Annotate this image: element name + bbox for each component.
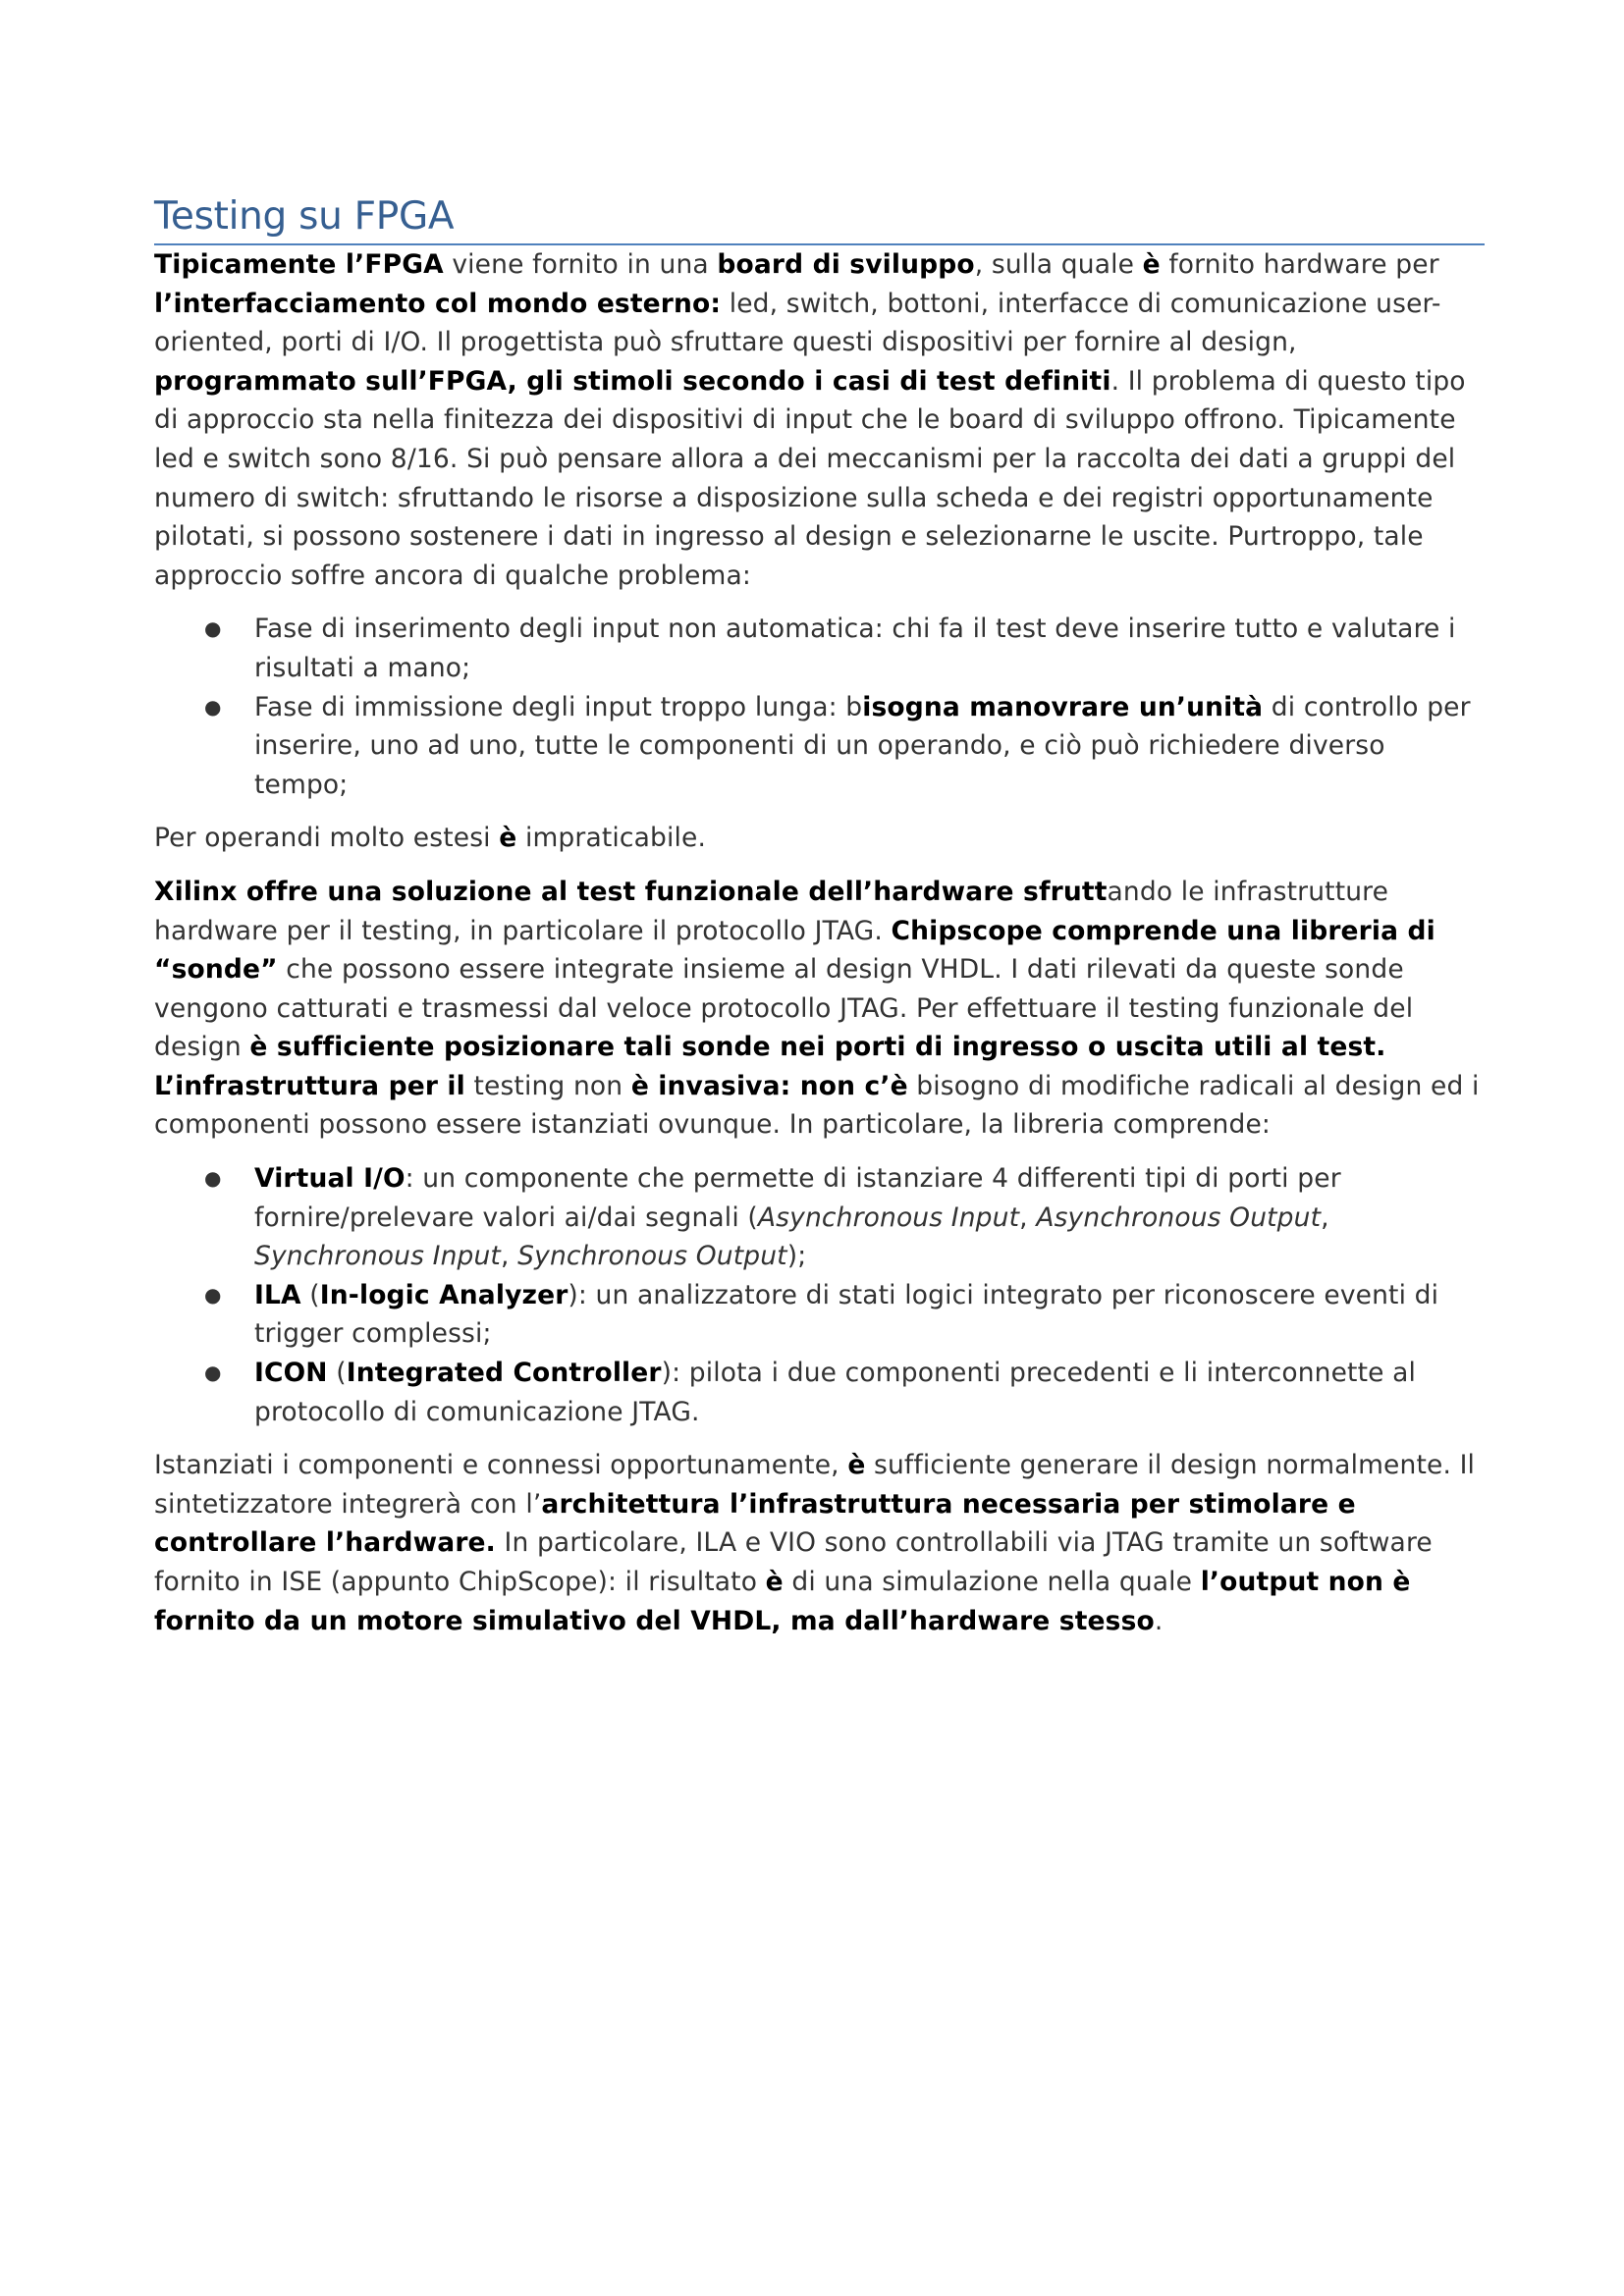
text-run: sufficiente generare il design normalmente. Il sintetizzatore integrerà con l’: [154, 1450, 1476, 1520]
text-run: ando le infrastrutture hardware per il testing, in particolare il protocollo JTAG.: [154, 876, 1389, 946]
paragraph-xilinx: [154, 873, 1485, 1145]
text-run: è: [847, 1450, 866, 1481]
text-run: , sulla quale: [974, 249, 1143, 280]
text-run: ): pilota i due componenti precedenti e li interconnette al protocollo di comunicazione JTAG.: [254, 1358, 1417, 1427]
text-run: Chipscope comprende una libreria di “sonde”: [154, 915, 1435, 986]
text-run: Fase di inserimento degli input non automatica: chi fa il test deve inserire tutto e valutare i risultati a mano;: [254, 614, 1456, 683]
bullet-icon: ●: [204, 1282, 222, 1307]
text-run: Fase di immissione degli input troppo lunga: b: [254, 691, 863, 722]
text-run: fornito hardware per: [1160, 249, 1439, 280]
list-item: [154, 688, 1485, 805]
text-run: led, switch, bottoni, interfacce di comunicazione user-oriented, porti di I/O. Il progettista può sfruttare questi dispositivi per fornire al design,: [154, 288, 1441, 358]
text-run: testing non: [464, 1070, 631, 1101]
document-page: [154, 192, 1485, 1640]
text-run: Xilinx offre una soluzione al test funzionale dell’hardware sfrutt: [154, 876, 1108, 907]
text-run: è sufficiente posizionare tali sonde nei porti di ingresso o uscita utili al test. L’infrastruttura per il: [154, 1032, 1386, 1101]
text-run: è invasiva: non c’è: [630, 1070, 908, 1101]
text-run: : un componente che permette di istanziare 4 differenti tipi di porti per fornire/prelevare valori ai/dai segnali (: [254, 1163, 1341, 1233]
text-run: (: [327, 1358, 347, 1389]
text-run: è: [1142, 249, 1161, 280]
text-run: programmato sull’FPGA, gli stimoli secondo i casi di test definiti: [154, 365, 1111, 397]
text-run: Asynchronous Input: [757, 1201, 1020, 1233]
text-run: l’interfacciamento col mondo esterno:: [154, 288, 722, 319]
text-run: Virtual I/O: [254, 1163, 406, 1195]
text-run: ,: [500, 1241, 518, 1272]
text-run: che possono essere integrate insieme al design VHDL. I dati rilevati da queste sonde vengono catturati e trasmessi dal veloce protocollo JTAG. Per effettuare il testing funzionale del design: [154, 954, 1414, 1063]
text-run: ICON: [254, 1358, 328, 1389]
paragraph-intro: [154, 245, 1485, 595]
text-run: di controllo per inserire, uno ad uno, tutte le componenti di un operando, e ciò può richiedere diverso tempo;: [254, 691, 1471, 800]
paragraph-synthesis: [154, 1446, 1485, 1640]
text-run: ,: [1321, 1201, 1329, 1233]
text-run: FPGA: [364, 249, 444, 280]
text-run: Synchronous Input: [254, 1241, 501, 1272]
text-run: ILA: [254, 1279, 301, 1310]
text-run: Istanziati i componenti e connessi opportunamente,: [154, 1450, 848, 1481]
bullet-icon: ●: [204, 1361, 222, 1385]
text-run: Tipicamente l’: [154, 249, 365, 280]
text-run: bisogno di modifiche radicali al design ed i componenti possono essere istanziati ovunque. In particolare, la libreria comprende:: [154, 1070, 1480, 1141]
text-run: di una simulazione nella quale: [783, 1567, 1201, 1597]
text-run: isogna manovrare un’unità: [862, 691, 1264, 722]
bullet-icon: ●: [204, 1166, 222, 1191]
text-run: ): un analizzatore di stati logici integrato per riconoscere eventi di trigger complessi;: [254, 1279, 1439, 1350]
text-run: è: [765, 1567, 784, 1597]
text-run: Per operandi molto estesi: [154, 823, 500, 854]
text-run: );: [786, 1241, 807, 1272]
text-run: .: [1154, 1605, 1164, 1636]
text-run: è: [499, 823, 517, 854]
list-item: [154, 1354, 1485, 1431]
text-run: impraticabile.: [516, 823, 707, 854]
paragraph-conclusion: [154, 819, 1485, 858]
problem-list: [154, 610, 1485, 804]
text-run: (: [300, 1279, 320, 1310]
list-item: [154, 610, 1485, 687]
text-run: Synchronous Output: [517, 1241, 787, 1272]
text-run: In-logic Analyzer: [319, 1279, 568, 1310]
text-run: architettura l’infrastruttura necessaria per stimolare e controllare l’hardware.: [154, 1488, 1356, 1559]
text-run: ,: [1019, 1201, 1037, 1233]
bullet-icon: ●: [204, 616, 222, 641]
list-item: [154, 1159, 1485, 1276]
text-run: Integrated Controller: [346, 1358, 662, 1389]
text-run: viene fornito in una: [443, 249, 718, 280]
library-components-list: [154, 1159, 1485, 1431]
text-run: . Il problema di questo tipo di approccio sta nella finitezza dei dispositivi di input che le board di sviluppo offrono. Tipicamente led e switch sono 8/16. Si può pensare allora a dei meccanismi per la raccolta dei dati a gruppi del numero di switch: sfruttando le risorse a disposizione sulla scheda e dei registri opportunamente pilotati, si possono sostenere i dati in ingresso al design e selezionarne le uscite. Purtroppo, tale approccio soffre ancora di qualche problema:: [154, 365, 1466, 591]
text-run: board di sviluppo: [717, 249, 975, 280]
text-run: l’output non è fornito da un motore simulativo del VHDL, ma dall’hardware stesso: [154, 1567, 1411, 1636]
bullet-icon: ●: [204, 694, 222, 719]
list-item: [154, 1276, 1485, 1354]
text-run: Asynchronous Output: [1036, 1201, 1322, 1233]
section-title: Testing su FPGA: [154, 192, 1485, 245]
text-run: In particolare, ILA e VIO sono controllabili via JTAG tramite un software fornito in ISE (appunto ChipScope): il risultato: [154, 1527, 1433, 1597]
